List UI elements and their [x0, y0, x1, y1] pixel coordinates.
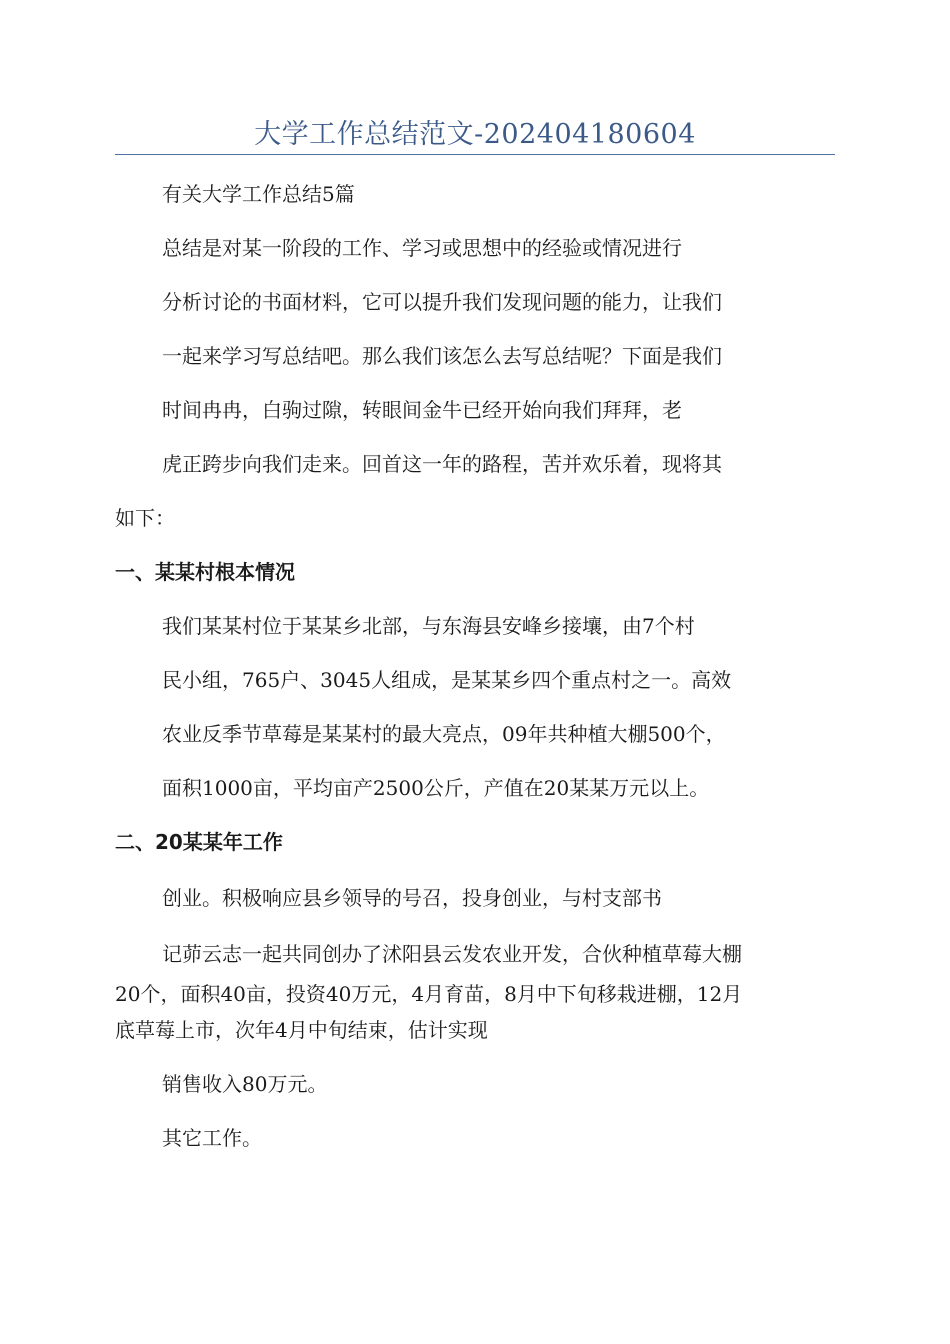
paragraph-line: 如下：: [115, 506, 175, 530]
section-heading-2: 二、20某某年工作: [115, 830, 283, 854]
paragraph-line: 底草莓上市，次年4月中旬结束，估计实现: [115, 1018, 488, 1042]
paragraph-line: 分析讨论的书面材料，它可以提升我们发现问题的能力，让我们: [162, 290, 722, 314]
document-title: 大学工作总结范文-202404180604: [254, 119, 696, 150]
paragraph-line: 农业反季节草莓是某某村的最大亮点，09年共种植大棚500个，: [162, 722, 726, 746]
title-underline: [115, 154, 835, 155]
paragraph-line: 其它工作。: [162, 1126, 262, 1150]
subtitle-line: 有关大学工作总结5篇: [162, 182, 355, 206]
section-heading-1: 一、某某村根本情况: [115, 560, 295, 584]
paragraph-line: 面积1000亩，平均亩产2500公斤，产值在20某某万元以上。: [162, 776, 710, 800]
paragraph-line: 记茆云志一起共同创办了沭阳县云发农业开发，合伙种植草莓大棚: [162, 942, 742, 966]
paragraph-line: 一起来学习写总结吧。那么我们该怎么去写总结呢？下面是我们: [162, 344, 722, 368]
paragraph-line: 总结是对某一阶段的工作、学习或思想中的经验或情况进行: [162, 236, 682, 260]
paragraph-line: 20个，面积40亩，投资40万元，4月育苗，8月中下旬移栽进棚，12月: [115, 982, 743, 1006]
paragraph-line: 销售收入80万元。: [162, 1072, 328, 1096]
paragraph-line: 创业。积极响应县乡领导的号召，投身创业，与村支部书: [162, 886, 662, 910]
paragraph-line: 虎正跨步向我们走来。回首这一年的路程，苦并欢乐着，现将其: [162, 452, 722, 476]
paragraph-line: 我们某某村位于某某乡北部，与东海县安峰乡接壤，由7个村: [162, 614, 695, 638]
paragraph-line: 民小组，765户、3045人组成，是某某乡四个重点村之一。高效: [162, 668, 732, 692]
paragraph-line: 时间冉冉，白驹过隙，转眼间金牛已经开始向我们拜拜，老: [162, 398, 682, 422]
